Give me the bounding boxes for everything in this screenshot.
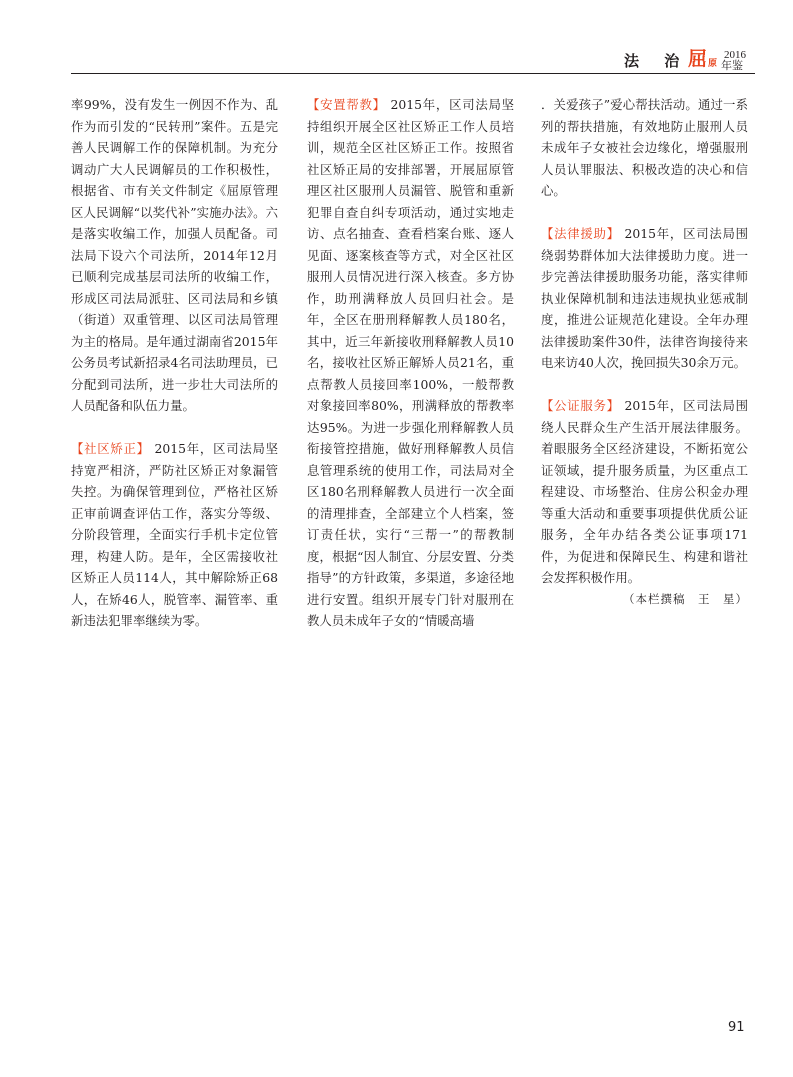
section-body: 2015年，区司法局围绕弱势群体加大法律援助力度。进一步完善法律援助服务功能，落实律师执业保障机制和违法违规执业惩戒制度，推进公证规范化建设。全年办理法律援助案件30件，法律咨询接待来电来访40人次，挽回损失30余万元。: [541, 226, 748, 370]
section-tag: 【法律援助】: [541, 226, 620, 241]
yearbook-logo: [688, 49, 758, 73]
section-community-correction: [71, 438, 278, 632]
page-header: [0, 0, 793, 80]
section-resettlement: [307, 94, 514, 632]
section-title: 法 治: [624, 52, 690, 70]
logo-year: 2016: [724, 49, 746, 61]
section-tag: 【公证服务】: [541, 398, 620, 413]
logo-name: 年鉴: [721, 59, 743, 72]
text-column-2: [307, 94, 514, 632]
logo-glyph-small: 原: [708, 59, 718, 69]
text-column-3: [541, 94, 748, 610]
page-number: 91: [728, 1020, 745, 1035]
section-tag: 【安置帮教】: [307, 97, 386, 112]
section-body: 2015年，区司法局围绕人民群众生产生活开展法律服务。着眼服务全区经济建设，不断拓宽公证领域，提升服务质量，为区重点工程建设、市场整治、住房公积金办理等重大活动和重要事项提供优质公证服务，全年办结各类公证事项171件，为促进和保障民生、构建和谐社会发挥积极作用。: [541, 398, 748, 585]
section-tag: 【社区矫正】: [71, 441, 150, 456]
section-body: 2015年，区司法局坚持组织开展全区社区矫正工作人员培训，规范全区社区矫正工作。按照省社区矫正局的安排部署，开展屈原管理区社区服刑人员漏管、脱管和重新犯罪自查自纠专项活动，通过实地走访、点名抽查、查看档案台账、逐人见面、逐案核查等方式，对全区社区服刑人员情况进行深入核查。多方协作，助刑满释放人员回归社会。是年，全区在册刑释解教人员180名，其中，近三年新接收刑释解教人员10名，接收社区矫正解矫人员21名，重点帮教人员接回率100%，一般帮教对象接回率80%，刑满释放的帮教率达95%。为进一步强化刑释解教人员衔接管控措施，做好刑释解教人员信息管理系统的使用工作，司法局对全区180名刑释解教人员进行一次全面的清理排查，全部建立个人档案，签订责任状，实行“三帮一”的帮教制度，根据“因人制宜、分层安置、分类指导”的方针政策，多渠道，多途径地进行安置。组织开展专门针对服刑在教人员未成年子女的“情暖高墙: [307, 97, 514, 628]
section-notary-service: [541, 395, 748, 589]
section-legal-aid: [541, 223, 748, 374]
paragraph-resettlement-continued: ．关爱孩子”爱心帮扶活动。通过一系列的帮扶措施，有效地防止服刑人员未成年子女被社会边缘化，增强服刑人员认罪服法、积极改造的决心和信心。: [541, 97, 748, 198]
author-credit: （本栏撰稿 王 星）: [623, 591, 748, 606]
text-column-1: [71, 94, 278, 632]
header-divider: [71, 73, 755, 74]
section-body: 2015年，区司法局坚持宽严相济，严防社区矫正对象漏管失控。为确保管理到位，严格社区矫正审前调查评估工作，落实分等级、分阶段管理，全面实行手机卡定位管理，构建人防。是年，全区需接收社区矫正人员114人，其中解除矫正68人，在矫46人，脱管率、漏管率、重新违法犯罪率继续为零。: [71, 441, 278, 628]
paragraph-mediation-continued: 率99%，没有发生一例因不作为、乱作为而引发的“民转刑”案件。五是完善人民调解工作的保障机制。为充分调动广大人民调解员的工作积极性，根据省、市有关文件制定《屈原管理区人民调解“以奖代补”实施办法》。六是落实收编工作，加强人员配备。司法局下设六个司法所，2014年12月已顺利完成基层司法所的收编工作，形成区司法局派驻、区司法局和乡镇（街道）双重管理、以区司法局管理为主的格局。是年通过湖南省2015年公务员考试新招录4名司法助理员，已分配到司法所，进一步壮大司法所的人员配备和队伍力量。: [71, 97, 278, 413]
logo-glyph: 屈: [688, 48, 708, 70]
